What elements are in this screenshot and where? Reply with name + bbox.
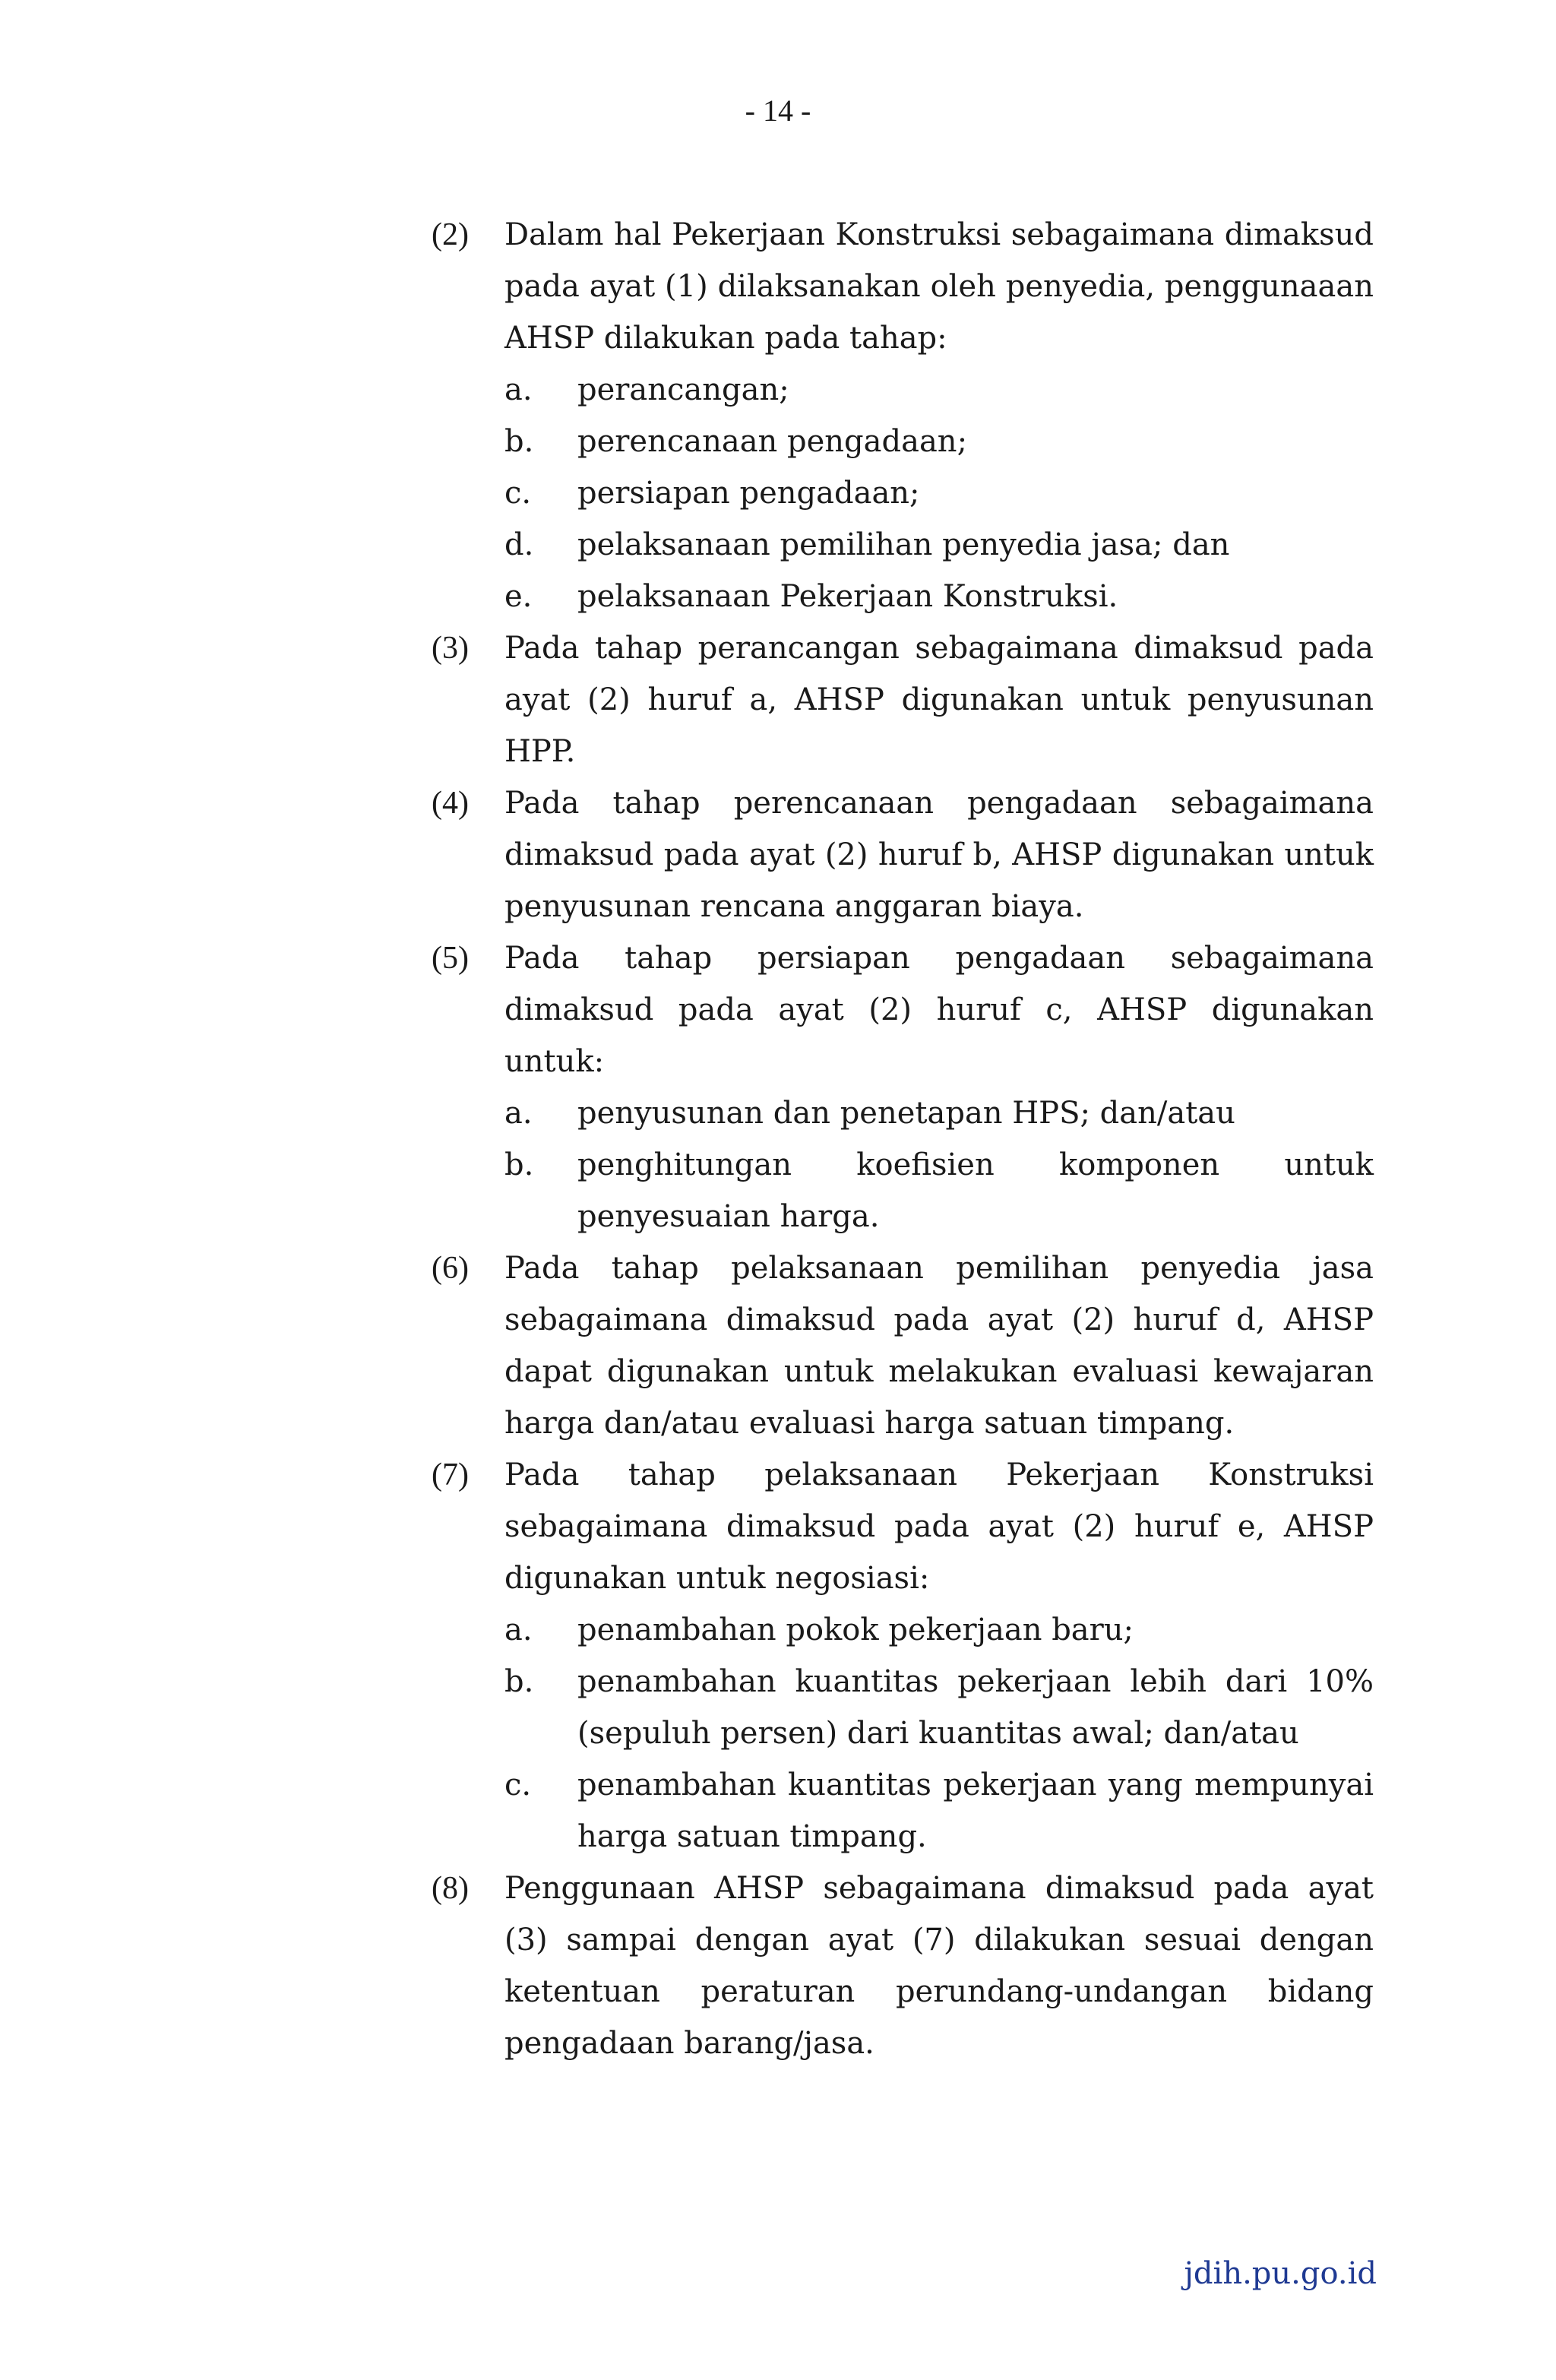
item-letter: b. — [504, 1664, 534, 1699]
paragraph-text: Penggunaan AHSP sebagaimana dimaksud pada ayat (3) sampai dengan ayat (7) dilakukan sesuai dengan ketentuan peraturan perundang-undangan bidang pengadaan barang/jasa. — [504, 1871, 1374, 2061]
item-list — [504, 1087, 1374, 1242]
item-text: penambahan kuantitas pekerjaan yang mempunyai harga satuan timpang. — [577, 1768, 1374, 1854]
paragraph-text: Pada tahap perancangan sebagaimana dimaksud pada ayat (2) huruf a, AHSP digunakan untuk penyusunan HPP. — [504, 631, 1374, 769]
paragraph-number: (7) — [432, 1457, 469, 1492]
paragraph-8 — [432, 1863, 1374, 2069]
item-text: pelaksanaan pemilihan penyedia jasa; dan — [577, 527, 1230, 562]
paragraph-4 — [432, 777, 1374, 932]
item-text: perancangan; — [577, 372, 789, 407]
item-text: penambahan kuantitas pekerjaan lebih dari 10% (sepuluh persen) dari kuantitas awal; dan/atau — [577, 1664, 1374, 1751]
paragraph-number: (4) — [432, 786, 469, 821]
list-item — [504, 416, 1374, 467]
paragraph-text: Pada tahap pelaksanaan Pekerjaan Konstruksi sebagaimana dimaksud pada ayat (2) huruf e, AHSP digunakan untuk negosiasi: — [504, 1457, 1374, 1596]
item-text: penyusunan dan penetapan HPS; dan/atau — [577, 1096, 1235, 1131]
item-letter: d. — [504, 527, 534, 562]
list-item — [504, 571, 1374, 622]
page-number: - 14 - — [745, 93, 811, 128]
paragraph-text: Pada tahap perencanaan pengadaan sebagaimana dimaksud pada ayat (2) huruf b, AHSP digunakan untuk penyusunan rencana anggaran biaya. — [504, 786, 1374, 924]
item-text: penambahan pokok pekerjaan baru; — [577, 1613, 1134, 1647]
paragraph-6 — [432, 1242, 1374, 1449]
list-item — [504, 467, 1374, 519]
item-letter: b. — [504, 1147, 534, 1182]
paragraph-number: (2) — [432, 217, 469, 252]
paragraph-7 — [432, 1449, 1374, 1863]
item-letter: c. — [504, 1768, 532, 1802]
item-text: persiapan pengadaan; — [577, 476, 920, 511]
item-list — [504, 1604, 1374, 1863]
item-text: perencanaan pengadaan; — [577, 424, 968, 459]
list-item — [504, 1604, 1374, 1656]
paragraph-2 — [432, 209, 1374, 622]
paragraph-5 — [432, 932, 1374, 1242]
list-item — [504, 1656, 1374, 1759]
paragraph-text: Pada tahap pelaksanaan pemilihan penyedia jasa sebagaimana dimaksud pada ayat (2) huruf d, AHSP dapat digunakan untuk melakukan evaluasi kewajaran harga dan/atau evaluasi harga satuan timpang. — [504, 1251, 1374, 1441]
list-item — [504, 1759, 1374, 1863]
item-letter: a. — [504, 1096, 533, 1131]
document-body — [432, 209, 1374, 2069]
paragraph-3 — [432, 622, 1374, 777]
paragraph-number: (3) — [432, 631, 469, 666]
list-item — [504, 1087, 1374, 1139]
paragraph-number: (6) — [432, 1251, 469, 1286]
item-list — [504, 364, 1374, 622]
footer-website-link[interactable]: jdih.pu.go.id — [1184, 2256, 1377, 2291]
item-letter: a. — [504, 1613, 533, 1647]
paragraph-number: (8) — [432, 1871, 469, 1906]
item-letter: c. — [504, 476, 532, 511]
item-text: pelaksanaan Pekerjaan Konstruksi. — [577, 579, 1118, 614]
list-item — [504, 1139, 1374, 1242]
item-letter: a. — [504, 372, 533, 407]
item-text: penghitungan koefisien komponen untuk penyesuaian harga. — [577, 1147, 1374, 1234]
paragraph-text: Dalam hal Pekerjaan Konstruksi sebagaimana dimaksud pada ayat (1) dilaksanakan oleh penyedia, penggunaaan AHSP dilakukan pada tahap: — [504, 217, 1374, 356]
paragraph-number: (5) — [432, 941, 469, 976]
list-item — [504, 519, 1374, 571]
item-letter: b. — [504, 424, 534, 459]
paragraph-text: Pada tahap persiapan pengadaan sebagaimana dimaksud pada ayat (2) huruf c, AHSP digunakan untuk: — [504, 941, 1374, 1079]
list-item — [504, 364, 1374, 416]
item-letter: e. — [504, 579, 533, 614]
